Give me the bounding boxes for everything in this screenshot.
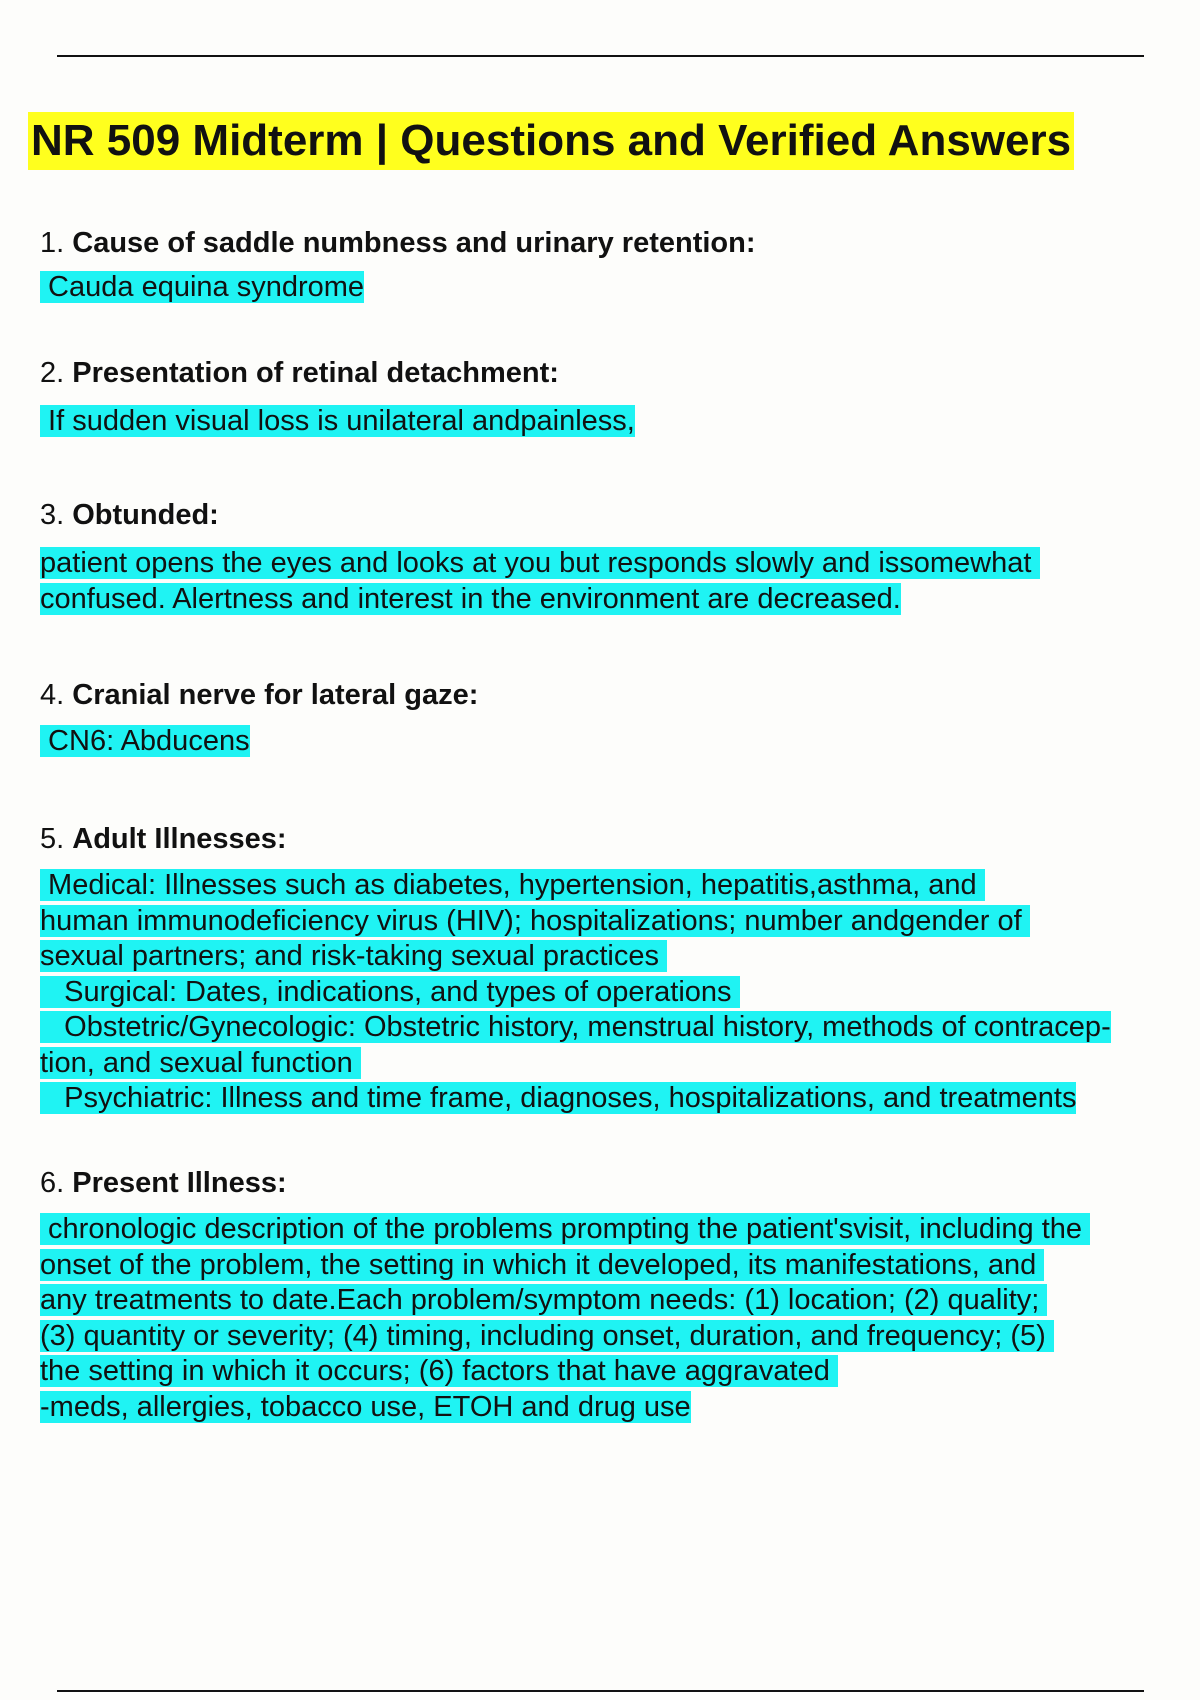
answer-line: the setting in which it occurs; (6) factors that have aggravated	[40, 1355, 838, 1387]
answer-line: Obstetric/Gynecologic: Obstetric history, menstrual history, methods of contracep-	[40, 1011, 1111, 1043]
question-text: Present Illness:	[72, 1167, 287, 1199]
answer-6	[40, 1212, 1190, 1425]
answer-line: Surgical: Dates, indications, and types of operations	[40, 975, 740, 1008]
question-3	[40, 498, 1170, 533]
answer-line: patient opens the eyes and looks at you but responds slowly and issomewhat	[40, 547, 1040, 579]
answer-1	[40, 270, 1190, 306]
answer-3	[40, 546, 1190, 617]
answer-line: -meds, allergies, tobacco use, ETOH and drug use	[40, 1390, 691, 1423]
answer-line: human immunodeficiency virus (HIV); hospitalizations; number andgender of	[40, 904, 1030, 937]
question-text: Cause of saddle numbness and urinary retention:	[72, 227, 756, 259]
answer-5	[40, 868, 1190, 1117]
top-rule	[57, 55, 1144, 57]
question-1	[40, 226, 1170, 261]
question-number: 4.	[40, 679, 65, 711]
answer-line: If sudden visual loss is unilateral andpainless,	[40, 405, 635, 437]
question-2	[40, 356, 1170, 391]
answer-4	[40, 724, 1190, 760]
answer-line: Medical: Illnesses such as diabetes, hypertension, hepatitis,asthma, and	[40, 869, 985, 901]
answer-line: sexual partners; and risk-taking sexual practices	[40, 940, 668, 972]
question-number: 5.	[40, 823, 65, 855]
question-5	[40, 822, 1170, 857]
answer-line: Cauda equina syndrome	[40, 271, 365, 303]
question-text: Cranial nerve for lateral gaze:	[72, 679, 479, 711]
bottom-rule	[57, 1690, 1144, 1692]
question-number: 6.	[40, 1167, 65, 1199]
page-title: NR 509 Midterm | Questions and Verified Answers	[28, 112, 1074, 170]
question-text: Adult Illnesses:	[72, 823, 287, 855]
question-text: Obtunded:	[72, 499, 219, 531]
question-6	[40, 1166, 1170, 1201]
answer-line: (3) quantity or severity; (4) timing, including onset, duration, and frequency; (5)	[40, 1319, 1054, 1352]
answer-line: chronologic description of the problems prompting the patient'svisit, including the	[40, 1213, 1091, 1245]
question-number: 3.	[40, 499, 65, 531]
question-text: Presentation of retinal detachment:	[72, 357, 559, 389]
question-4	[40, 678, 1170, 713]
answer-line: tion, and sexual function	[40, 1046, 361, 1079]
question-number: 2.	[40, 357, 65, 389]
answer-line: any treatments to date.Each problem/symptom needs: (1) location; (2) quality;	[40, 1284, 1048, 1316]
answer-line: CN6: Abducens	[40, 725, 250, 757]
answer-line: onset of the problem, the setting in which it developed, its manifestations, and	[40, 1248, 1045, 1281]
answer-line: Psychiatric: Illness and time frame, diagnoses, hospitalizations, and treatments	[40, 1082, 1077, 1114]
answer-2	[40, 404, 1190, 440]
question-number: 1.	[40, 227, 65, 259]
answer-line: confused. Alertness and interest in the environment are decreased.	[40, 582, 901, 615]
